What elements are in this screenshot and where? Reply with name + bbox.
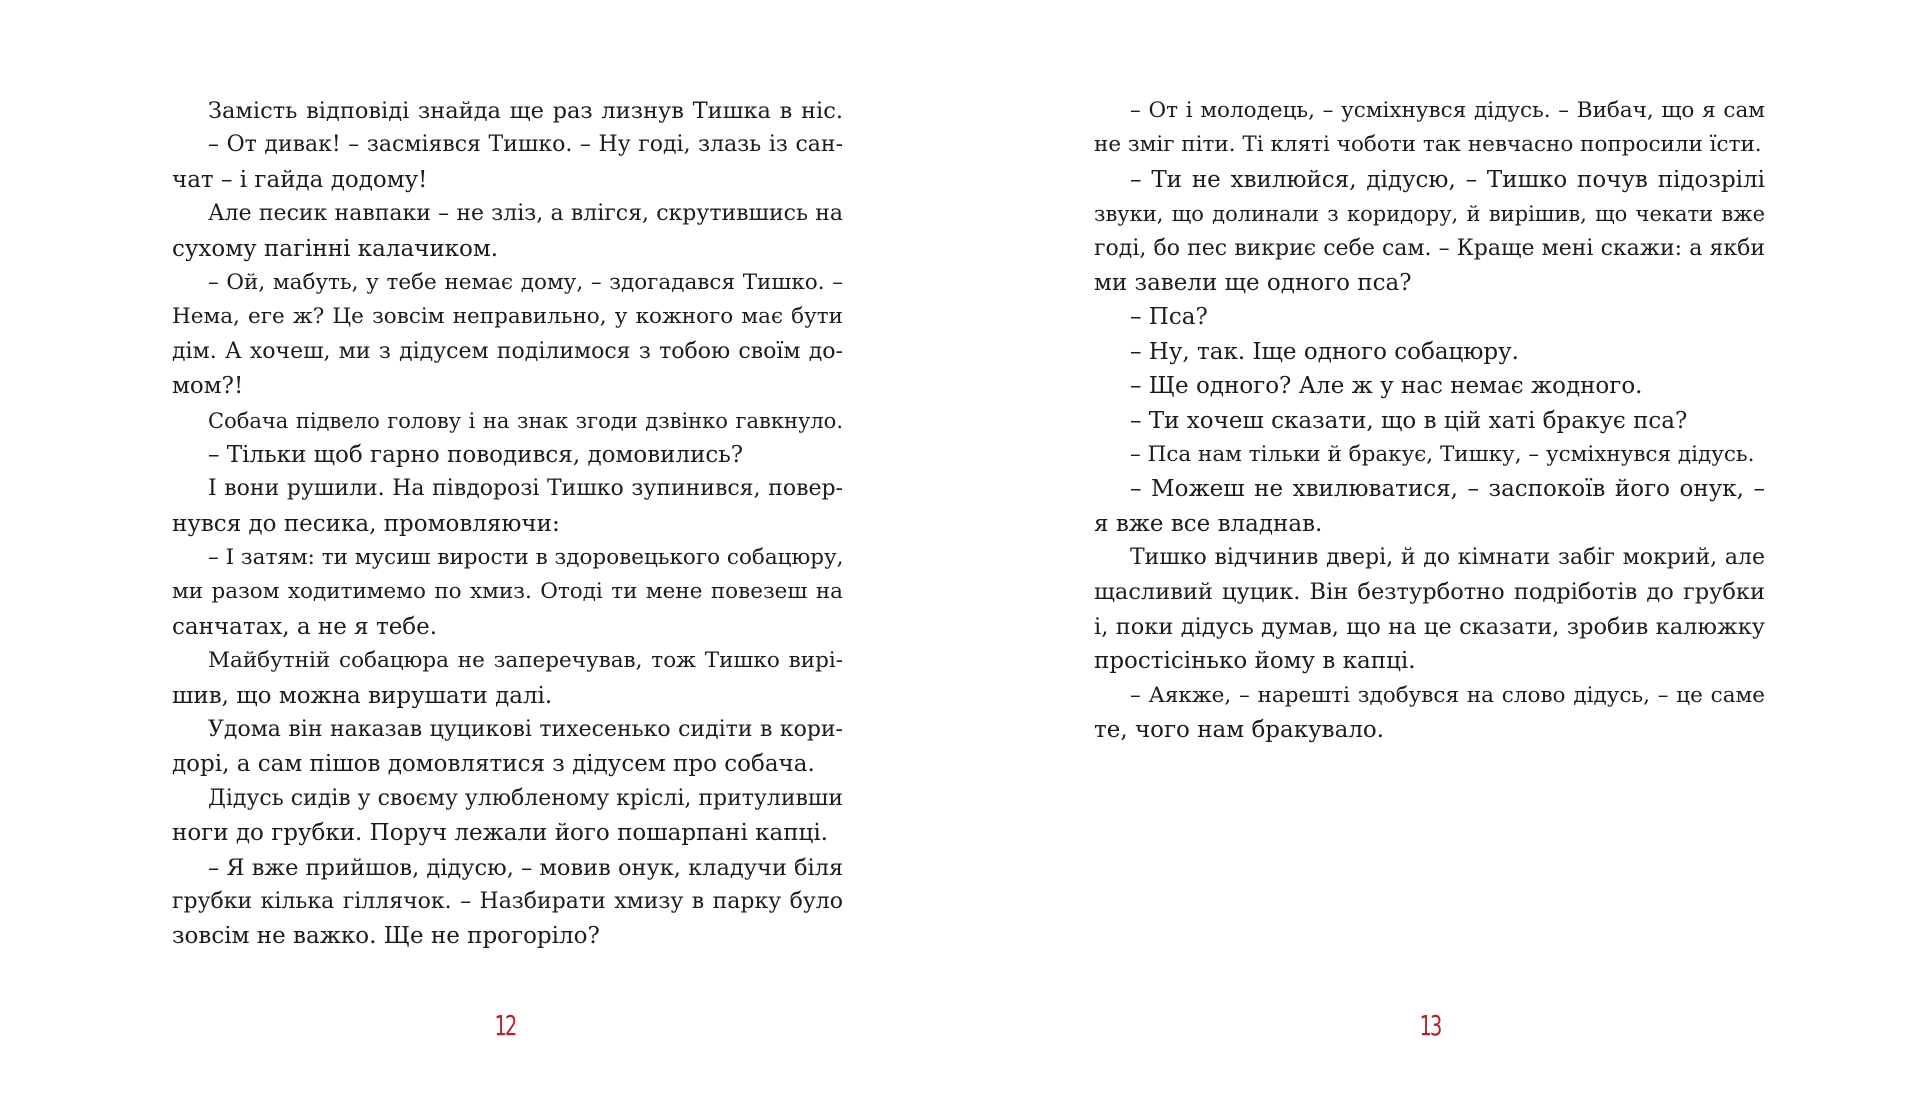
text-line: – Аякже, – нарешті здобувся на слово дідусь, – це саме — [1130, 682, 1765, 708]
text-line: дорі, а сам пішов домовлятися з дідусем про собача. — [172, 751, 815, 778]
text-line: санчатах, а не я тебе. — [172, 613, 438, 640]
text-line: Дідусь сидів у своєму улюбленому кріслі, притуливши — [208, 785, 844, 811]
text-line: – Ну, так. Іще одного собацюру. — [1130, 338, 1519, 365]
right-page-text — [1094, 94, 1765, 747]
text-line: – От і молодець, – усміхнувся дідусь. – Вибач, що я сам — [1130, 98, 1765, 123]
text-line: Замість відповіді знайда ще раз лизнув Тишка в ніс. — [208, 98, 843, 124]
text-line: – От дивак! – засміявся Тишко. – Ну годі, злазь із сан- — [208, 132, 843, 158]
text-line: – Пса нам тільки й бракує, Тишку, – усміхнувся дідусь. — [1130, 441, 1755, 467]
text-line: – Я вже прийшов, дідусю, – мовив онук, кладучи біля — [208, 854, 844, 881]
text-line: шив, що можна вирушати далі. — [172, 682, 553, 709]
text-line: і, поки дідусь думав, що на це сказати, зробив калюжку — [1094, 613, 1765, 640]
text-line: – Можеш не хвилюватися, – заспокоїв його онук, – — [1130, 476, 1765, 503]
text-line: сухому пагінні калачиком. — [172, 235, 499, 262]
text-line: Собача підвело голову і на знак згоди дзвінко гавкнуло. — [208, 408, 843, 433]
text-line: – Ой, мабуть, у тебе немає дому, – здогадався Тишко. – — [208, 269, 843, 295]
text-line: Але песик навпаки – не зліз, а влігся, скрутившись на — [208, 201, 843, 227]
text-line: годі, бо пес викриє себе сам. – Краще мені скажи: а якби — [1094, 235, 1765, 261]
text-line: ноги до грубки. Поруч лежали його пошарпані капці. — [172, 820, 828, 847]
left-page-text — [172, 94, 843, 954]
text-line: нувся до песика, промовляючи: — [172, 510, 560, 537]
text-line: не зміг піти. Ті кляті чоботи так невчасно попросили їсти. — [1094, 132, 1762, 158]
page-number-right: 13 — [1419, 1009, 1441, 1042]
text-line: – Ще одного? Але ж у нас немає жодного. — [1130, 373, 1643, 400]
text-line: – І затям: ти мусиш вирости в здоровецького собацюру, — [208, 545, 844, 571]
text-line: Майбутній собацюра не заперечував, тож Тишко вирі- — [208, 648, 843, 674]
text-line: те, чого нам бракувало. — [1094, 717, 1385, 744]
text-line: – Пса? — [1130, 304, 1208, 331]
text-line: чат – і гайда додому! — [172, 166, 428, 193]
text-line: Тишко відчинив двері, й до кімнати забіг мокрий, але — [1130, 545, 1765, 571]
text-line: мом?! — [172, 373, 244, 400]
text-line: ми завели ще одного пса? — [1094, 269, 1412, 296]
text-line: щасливий цуцик. Він безтурботно подріботів до грубки — [1094, 579, 1765, 606]
text-line: дім. А хочеш, ми з дідусем поділимося з тобою своїм до- — [172, 338, 843, 364]
text-line: – Тільки щоб гарно поводився, домовились? — [208, 441, 744, 468]
text-line: Удома він наказав цуцикові тихесенько сидіти в кори- — [208, 717, 843, 743]
text-line: Нема, еге ж? Це зовсім неправильно, у кожного має бути — [172, 304, 843, 330]
text-line: простісінько йому в капці. — [1094, 648, 1416, 675]
text-line: – Ти хочеш сказати, що в цій хаті бракує пса? — [1130, 407, 1688, 434]
text-line: ми разом ходитимемо по хмиз. Отоді ти мене повезеш на — [172, 579, 843, 605]
text-line: – Ти не хвилюйся, дідусю, – Тишко почув підозрілі — [1130, 166, 1765, 193]
text-line: я вже все владнав. — [1094, 510, 1323, 537]
text-line: І вони рушили. На півдорозі Тишко зупинився, повер- — [208, 476, 843, 502]
text-line: зовсім не важко. Ще не прогоріло? — [172, 923, 600, 950]
page-number-left: 12 — [494, 1009, 516, 1042]
right-page — [960, 0, 1920, 1099]
text-line: грубки кілька гіллячок. – Назбирати хмизу в парку було — [172, 888, 843, 914]
text-line: звуки, що долинали з коридору, й вирішив, що чекати вже — [1094, 202, 1765, 227]
